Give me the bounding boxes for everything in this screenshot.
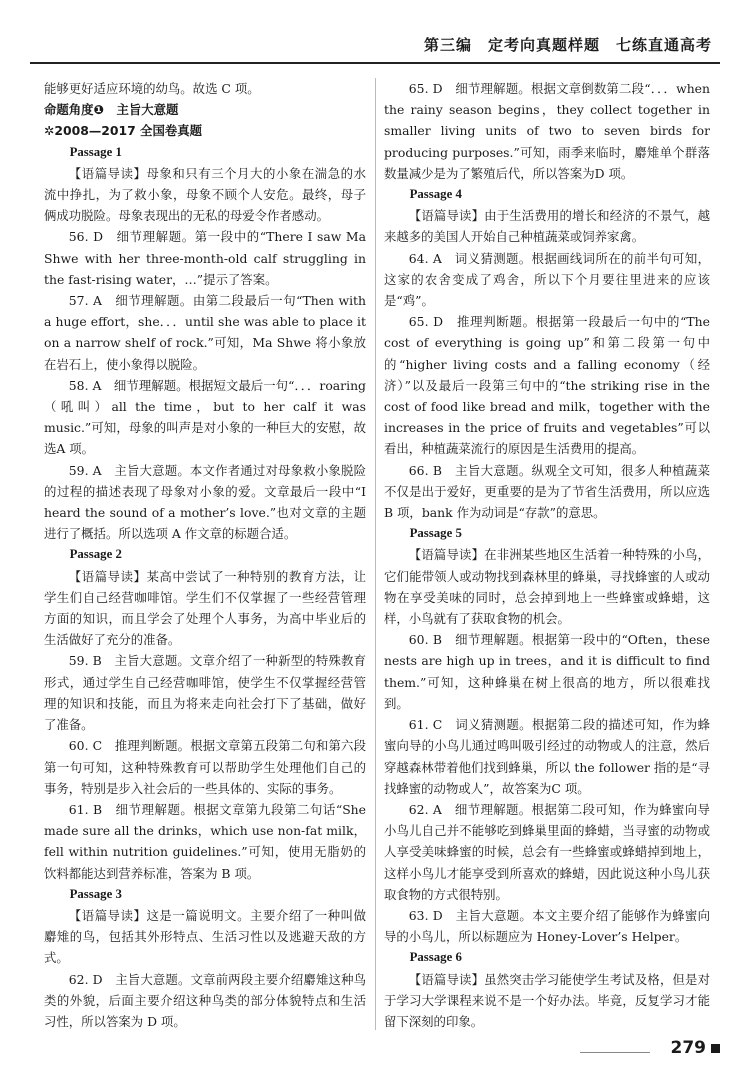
answer-paragraph: 62. A 细节理解题。根据第二段可知，作为蜂蜜向导小鸟儿自己并不能够吃到蜂巢里面的蜂蜡，当寻蜜的动物或人享受美味蜂蜜的时候，总会有一些蜂蜜或蜂蜡掉到地上，这样小鸟儿才能享受到所喜欢的蜂蜡，因此说这种小鸟儿获取食物的方式很特别。	[384, 801, 710, 902]
answer-paragraph: 65. D 推理判断题。根据第一段最后一句中的“The cost of everything is going up”和第二段第一句中的“higher living costs and a falling economy（经济）”以及最后一段第三句中的“the striking rise in the cost of food like bread and milk，together with the increases in the price of fruits and vegetables”可以看出，种植蔬菜流行的原因是生活费用的提高。	[384, 314, 710, 457]
page-footer	[30, 1034, 720, 1090]
right-column	[384, 78, 710, 1030]
answer-paragraph: 57. A 细节理解题。由第二段最后一句“Then with a huge effort，she．．．until she was able to place it on a narrow shelf of rock.”可知，Ma Shwe 将小象放在岩石上，使小象得以脱险。	[44, 293, 366, 372]
reading-guide-paragraph: 【语篇导读】虽然突击学习能使学生考试及格，但是对于学习大学课程来说不是一个好办法。毕竟，反复学习才能留下深刻的印象。	[384, 971, 710, 1029]
left-column	[44, 78, 366, 1030]
passage-heading: Passage 3	[69, 886, 122, 901]
reading-guide-paragraph: 【语篇导读】由于生活费用的增长和经济的不景气，越来越多的美国人开始自己种植蔬菜或饲养家禽。	[384, 208, 710, 245]
answer-paragraph: 61. B 细节理解题。根据文章第九段第二句话“She made sure all the drinks，which use non-fat milk，fell within nutrition guidelines.”可知，使用无脂奶的饮料都能达到营养标准，答案为 B 项。	[44, 801, 366, 881]
running-header-title: 第三编 定考向真题样题 七练直通高考	[423, 36, 712, 54]
answer-paragraph: 59. B 主旨大意题。文章介绍了一种新型的特殊教育形式，通过学生自己经营咖啡馆，使学生不仅掌握经营管理的知识和技能，而且为将来走向社会打下了基础，做好了准备。	[44, 653, 366, 733]
reading-guide-paragraph: 【语篇导读】在非洲某些地区生活着一种特殊的小鸟，它们能带领人或动物找到森林里的蜂巢，寻找蜂蜜的人或动物在享受美味的同时，总会掉到地上一些蜂蜜或蜂蜡，这样，小鸟就有了获取食物的机会。	[384, 547, 710, 627]
answer-paragraph: 60. C 推理判断题。根据文章第五段第二句和第六段第一句可知，这种特殊教育可以帮助学生处理他们自己的事务，特别是步入社会后的一些具体的、实际的事务。	[44, 738, 366, 796]
answer-paragraph: 59. A 主旨大意题。本文作者通过对母象救小象脱险的过程的描述表现了母象对小象的爱。文章最后一段中“I heard the sound of a mother’s love.”也对文章的主题进行了概括。所以选项 A 作文章的标题合适。	[44, 462, 366, 542]
reading-guide-paragraph: 【语篇导读】母象和只有三个月大的小象在湍急的水流中挣扎，为了救小象，母象不顾个人安危。最终，母子俩成功脱险。母象表现出的无私的母爱令作者感动。	[44, 165, 366, 224]
column-divider	[375, 78, 376, 1030]
passage-heading: Passage 2	[69, 547, 122, 562]
page-header	[30, 0, 720, 62]
passage-heading: Passage 1	[69, 144, 122, 159]
section-heading: 命题角度❶ 主旨大意题	[44, 102, 179, 118]
answer-paragraph: 64. A 词义猜测题。根据画线词所在的前半句可知，这家的农舍变成了鸡舍，所以下个月要往里进来的应该是“鸡”。	[384, 250, 710, 309]
header-rule	[30, 62, 720, 64]
answer-paragraph: 65. D 细节理解题。根据文章倒数第二段“．．．when the rainy season begins，they collect together in smaller living units of two to seven birds for producing purposes.”可知，雨季来临时，麝雉单个群落数量减少是为了繁殖后代，所以答案为D 项。	[384, 81, 710, 181]
passage-heading: Passage 5	[409, 526, 462, 541]
answer-paragraph: 能够更好适应环境的幼鸟。故选 C 项。	[44, 81, 260, 96]
answer-paragraph: 62. D 主旨大意题。文章前两段主要介绍麝雉这种鸟类的外貌，后面主要介绍这种鸟类的部分体貌特点和生活习性，所以答案为 D 项。	[44, 971, 366, 1029]
answer-paragraph: 66. B 主旨大意题。纵观全文可知，很多人种植蔬菜不仅是出于爱好，更重要的是为了节省生活费用，所以应选 B 项，bank 作为动词是“存款”的意思。	[384, 462, 710, 521]
answer-paragraph: 58. A 细节理解题。根据短文最后一句“．．．roaring（吼叫）all the time，but to her calf it was music.”可知，母象的叫声是对小象的一种巨大的安慰，故选A 项。	[44, 377, 366, 457]
answer-paragraph: 56. D 细节理解题。第一段中的“There I saw Ma Shwe with her three-month-old calf struggling in the fast-rising water，…”提示了答案。	[44, 229, 366, 287]
answer-paragraph: 61. C 词义猜测题。根据第二段的描述可知，作为蜂蜜向导的小鸟儿通过鸣叫吸引经过的动物或人的注意，然后穿越森林带着他们找到蜂巢，所以 the follower 指的是“寻找蜂蜜的动物或人”，故答案为C 项。	[384, 717, 710, 796]
page-number-square-icon	[711, 1044, 720, 1053]
passage-heading: Passage 6	[409, 950, 462, 965]
page-number: 279	[670, 1038, 706, 1058]
answer-paragraph: 63. D 主旨大意题。本文主要介绍了能够作为蜂蜜向导的小鸟儿，所以标题应为 Honey-Lover’s Helper。	[384, 907, 710, 945]
footer-rule	[580, 1052, 650, 1053]
answer-paragraph: 60. B 细节理解题。根据第一段中的“Often，these nests are high up in trees，and it is difficult to find them.”可知，这种蜂巢在树上很高的地方，所以很难找到。	[384, 632, 710, 711]
section-heading: ✲2008—2017 全国卷真题	[44, 123, 203, 139]
passage-heading: Passage 4	[409, 187, 462, 202]
reading-guide-paragraph: 【语篇导读】某高中尝试了一种特别的教育方法，让学生们自己经营咖啡馆。学生们不仅掌握了一些经营管理方面的知识，而且学会了处理个人事务，为高中毕业后的生活做好了充分的准备。	[44, 568, 366, 648]
reading-guide-paragraph: 【语篇导读】这是一篇说明文。主要介绍了一种叫做麝雉的鸟，包括其外形特点、生活习性以及逃避天敌的方式。	[44, 907, 366, 966]
